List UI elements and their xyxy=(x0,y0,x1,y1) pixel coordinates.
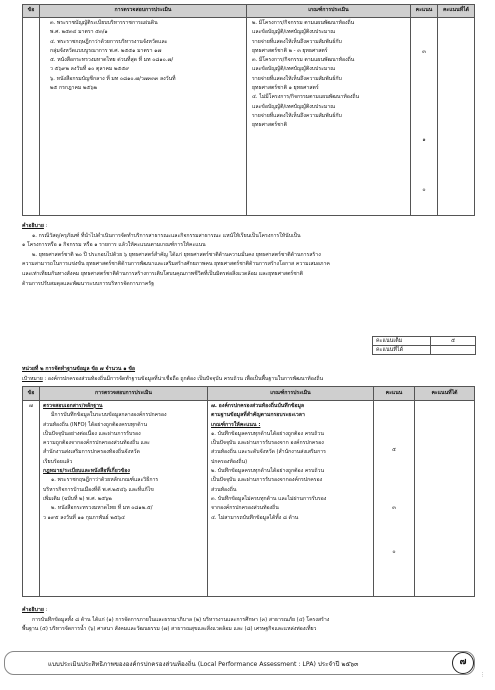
footer-text: แบบประเมินประสิทธิภาพขององค์กรปกครองส่วนท้องถิ่น (Local Performance Assessment : LPA) ประจำปี ๒๕๖๓ xyxy=(48,661,359,668)
header-no: ข้อ xyxy=(23,387,40,401)
criteria-line: และข้อบัญญัติ/เทศบัญญัติงบประมาณ xyxy=(252,66,336,73)
header-inspection: การตรวจสอบการประเมิน xyxy=(40,387,208,401)
header-score: คะแนน xyxy=(411,5,438,18)
score-value: ๕ xyxy=(392,447,396,453)
criteria-line: ๑. บันทึกข้อมูลครบทุกด้านได้อย่างถูกต้อง ครบถ้วน xyxy=(211,430,324,437)
criteria-line: ๓. มีโครงการ/กิจกรรม ตามแผนพัฒนาท้องถิ่น xyxy=(252,57,355,64)
score-value: ๓ xyxy=(422,49,426,55)
law-line: ว ๑๙๕ ลงวันที่ ๑๑ กุมภาพันธ์ ๒๕๖๔ xyxy=(43,514,125,521)
obtained-score-label: คะแนนที่ได้ xyxy=(373,346,431,355)
law-title: กฎหมาย/ระเบียบและหนังสือที่เกี่ยวข้อง xyxy=(43,468,130,475)
explanation-colon: : xyxy=(43,607,48,613)
score-value: ๑ xyxy=(422,137,426,143)
header-inspection: การตรวจสอบการประเมิน xyxy=(40,5,247,18)
inspection-line: ๒๕ กรกฎาคม ๒๕๖๒ xyxy=(50,85,98,92)
item-no-cell xyxy=(23,18,40,216)
inspection-line: ว ๕๖๙๒ ลงวันที่ ๑๐ ตุลาคม ๒๕๕๙ xyxy=(50,66,130,73)
goal-text: : องค์กรปกครองส่วนท้องถิ่นมีการจัดทำฐานข้อมูลที่น่าเชื่อถือ ถูกต้อง เป็นปัจจุบัน ครบถ้วน เพื่อเป็นพื้นฐานในการพัฒนาท้องถิ่น xyxy=(42,375,324,382)
criteria-cell xyxy=(247,18,411,216)
table-header-row xyxy=(23,5,475,18)
unit-heading: หน่วยที่ ๒ การจัดทำฐานข้อมูล ข้อ ๗ จำนวน ๑ ข้อ xyxy=(22,366,136,372)
criteria-line: เป็นปัจจุบัน และผ่านการรับรองจากองค์กรปกครอง xyxy=(211,477,323,484)
explanation-line: พื้นฐาน (๕) บริหารจัดการน้ำ (๖) ศาสนา สังคมและวัฒนธรรม (๗) สาธารณสุขและสิ่งแวดล้อม และ (๘) เศรษฐกิจและแหล่งท่องเที่ยว xyxy=(22,626,317,633)
table-header-row xyxy=(23,387,475,401)
criteria-line: ส่วนท้องถิ่น และระดับจังหวัด (สำนักงานส่งเสริมการ xyxy=(211,449,326,456)
unit-2-criteria-table xyxy=(22,386,475,597)
inspection-line: กลุ่มจังหวัดแบบบูรณาการ พ.ศ. ๒๕๕๑ มาตรา ๑๗ xyxy=(50,47,162,54)
full-score-value: ๕ xyxy=(431,337,476,346)
inspection-line: เรียบร้อยแล้ว xyxy=(43,458,73,465)
header-no: ข้อ xyxy=(23,5,40,18)
table-row xyxy=(23,401,475,597)
criteria-line: ๒. บันทึกข้อมูลครบทุกด้านได้อย่างถูกต้อง ครบถ้วน xyxy=(211,468,324,475)
inspection-line: ความถูกต้องจากองค์กรปกครองส่วนท้องถิ่น และ xyxy=(43,440,150,447)
explanation-line: ๑. กรณีวัสดุ/ครุภัณฑ์ ที่นำไปดำเนินการจัดทำบริการสาธารณะและกิจกรรมสาธารณะ แหน้ให้เรียนเป็นโครงการให้นับเป็น xyxy=(32,232,301,239)
criteria-line: ๔. ไม่มีโครงการ/กิจกรรมตามแผนพัฒนาท้องถิ่น xyxy=(252,94,360,101)
inspection-line: มีการบันทึกข้อมูลในระบบข้อมูลกลางองค์กรปกครอง xyxy=(51,412,167,419)
criteria-title: ๗. องค์กรปกครองส่วนท้องถิ่นบันทึกข้อมูล xyxy=(211,403,305,409)
explanation-line: ๒. ยุทธศาสตร์ชาติ ๒๐ ปี ประกอบไปด้วย ๖ ยุทธศาสตร์สำคัญ ได้แก่ ยุทธศาสตร์ชาติด้านความมั่นคง ยุทธศาสตร์ชาติด้านการสร้าง xyxy=(32,251,321,258)
unit-2-header xyxy=(22,365,477,384)
score-got-cell xyxy=(438,18,475,216)
explanation-line: ด้านการปรับสมดุลและพัฒนาระบบการบริหารจัดการภาครัฐ xyxy=(22,280,154,287)
inspection-line: ส่วนท้องถิ่น (INFO) ได้อย่างถูกต้องครบทุกด้าน xyxy=(43,421,148,428)
criteria-cell xyxy=(208,401,374,597)
score-cell xyxy=(411,18,438,216)
header-score-got: คะแนนที่ได้ xyxy=(415,387,475,401)
explanation-colon: : xyxy=(43,223,48,229)
goal-label: เป้าหมาย xyxy=(22,375,43,382)
criteria-line: รายจ่ายที่แสดงให้เห็นถึงความสัมพันธ์กับ xyxy=(252,38,342,45)
explanation-1 xyxy=(22,222,477,289)
inspection-line: สำนักงานส่งเสริมการปกครองท้องถิ่นจังหวัด xyxy=(43,449,140,456)
top-criteria-table xyxy=(22,4,475,216)
header-score: คะแนน xyxy=(374,387,415,401)
criteria-subtitle: เกณฑ์การให้คะแนน : xyxy=(211,421,261,428)
score-summary-box xyxy=(372,336,476,355)
page-footer xyxy=(4,651,475,675)
header-score-got: คะแนนที่ได้ xyxy=(438,5,475,18)
full-score-label: คะแนนเต็ม xyxy=(373,337,431,346)
header-criteria: เกณฑ์การประเมิน xyxy=(208,387,374,401)
inspection-line: ๖. หนังสือกรมบัญชีกลาง ที่ มท ๐๘๑๐.๗/ว๗๓๓๓ ลงวันที่ xyxy=(50,75,176,82)
inspection-line: เป็นปัจจุบันอย่างต่อเนื่อง และผ่านการรับรอง xyxy=(43,430,141,437)
law-line: ๒. หนังสือกระทรวงมหาดไทย ที่ มท ๐๘๑๒.๕/ xyxy=(51,505,153,512)
criteria-title: ตามฐานข้อมูลที่สำคัญตามกรอบระยะเวลา xyxy=(211,412,305,419)
score-value: ๐ xyxy=(392,549,396,555)
inspection-line: พ.ศ. ๒๕๓๔ มาตรา ๕๓/๑ xyxy=(50,29,108,36)
explanation-line: ๑ โครงการหรือ ๑ กิจกรรม หรือ ๑ รายการ แล้วให้คะแนนตามเกณฑ์การให้คะแนน xyxy=(22,242,206,249)
explanation-title: คำอธิบาย xyxy=(22,607,44,613)
criteria-line: เป็นปัจจุบัน และผ่านการรับรองจาก องค์กรปกครอง xyxy=(211,440,324,447)
inspection-cell xyxy=(40,401,208,597)
criteria-line: ส่วนท้องถิ่น xyxy=(211,486,237,493)
law-line: ๑. พระราชกฤษฎีกาว่าด้วยหลักเกณฑ์และวิธีการ xyxy=(51,477,159,484)
criteria-line: จากองค์กรปกครองส่วนท้องถิ่น xyxy=(211,505,279,512)
item-no-cell: ๗ xyxy=(23,401,40,597)
criteria-line: ๒. มีโครงการ/กิจกรรม ตามแผนพัฒนาท้องถิ่น xyxy=(252,20,355,26)
score-cell xyxy=(374,401,415,597)
criteria-line: ยุทธศาสตร์ชาติ xyxy=(252,122,287,129)
page-number: ๗ xyxy=(452,652,474,674)
explanation-line: ความสามารถในการแข่งขัน ยุทธศาสตร์ชาติด้านการพัฒนาและเสริมสร้างศักยภาพคน ยุทธศาสตร์ชาติด้านการสร้างโอกาส ความเสมอภาค xyxy=(22,261,330,268)
score-value: ๐ xyxy=(422,187,426,193)
criteria-line: รายจ่ายที่แสดงให้เห็นถึงความสัมพันธ์กับ xyxy=(252,75,342,82)
explanation-line: การบันทึกข้อมูลทั้ง ๘ ด้าน ได้แก่ (๑) การจัดการภายในและธรรมาภิบาล (๒) บริหารงานและการศึกษา (๓) สาธารณภัย (๔) โครงสร้าง xyxy=(32,616,330,623)
criteria-line: ยุทธศาสตร์ชาติ ๒ - ๓ ยุทธศาสตร์ xyxy=(252,47,328,54)
law-line: บริหารกิจการบ้านเมืองที่ดี พ.ศ.๒๕๔๖ และที่แก้ไข xyxy=(43,486,154,493)
inspection-cell xyxy=(40,18,247,216)
obtained-score-value xyxy=(431,346,476,355)
inspection-title: ตรวจสอบเอกสาร/หลักฐาน xyxy=(43,403,103,409)
inspection-line: ๔. พระราชกฤษฎีกาว่าด้วยการบริหารงานจังหวัดและ xyxy=(50,38,168,45)
law-line: เพิ่มเติม (ฉบับที่ ๒) พ.ศ. ๒๕๖๒ xyxy=(43,495,112,502)
explanation-line: และเท่าเทียมกันทางสังคม ยุทธศาสตร์ชาติด้านการสร้างการเติบโตบนคุณภาพชีวิตที่เป็นมิตรต่อสิ่งแวดล้อม และยุทธศาสตร์ชาติ xyxy=(22,270,304,277)
criteria-line: และข้อบัญญัติ/เทศบัญญัติงบประมาณ xyxy=(252,103,336,110)
criteria-line: ๓. บันทึกข้อมูลไม่ครบทุกด้าน และไม่ผ่านการรับรอง xyxy=(211,495,327,502)
explanation-2 xyxy=(22,606,477,635)
criteria-line: ปกครองท้องถิ่น) xyxy=(211,458,248,465)
criteria-line: ยุทธศาสตร์ชาติ ๑ ยุทธศาสตร์ xyxy=(252,85,319,92)
criteria-line: ๔. ไม่สามารถบันทึกข้อมูลได้ทั้ง ๘ ด้าน xyxy=(211,514,299,521)
score-value: ๓ xyxy=(392,505,396,511)
explanation-title: คำอธิบาย xyxy=(22,223,44,229)
score-got-cell xyxy=(415,401,475,597)
criteria-line: รายจ่ายที่แสดงให้เห็นถึงความสัมพันธ์กับ xyxy=(252,112,342,119)
inspection-line: ๕. หนังสือกระทรวงมหาดไทย ด่วนที่สุด ที่ มท ๐๘๑๐.๗/ xyxy=(50,57,174,64)
header-criteria: เกณฑ์การประเมิน xyxy=(247,5,411,18)
inspection-line: ๓. พระราชบัญญัติระเบียบบริหารราชการแผ่นดิน xyxy=(50,20,158,26)
corner-mark: ⋮ xyxy=(480,672,485,678)
table-row xyxy=(23,18,475,216)
criteria-line: และข้อบัญญัติ/เทศบัญญัติงบประมาณ xyxy=(252,29,336,36)
